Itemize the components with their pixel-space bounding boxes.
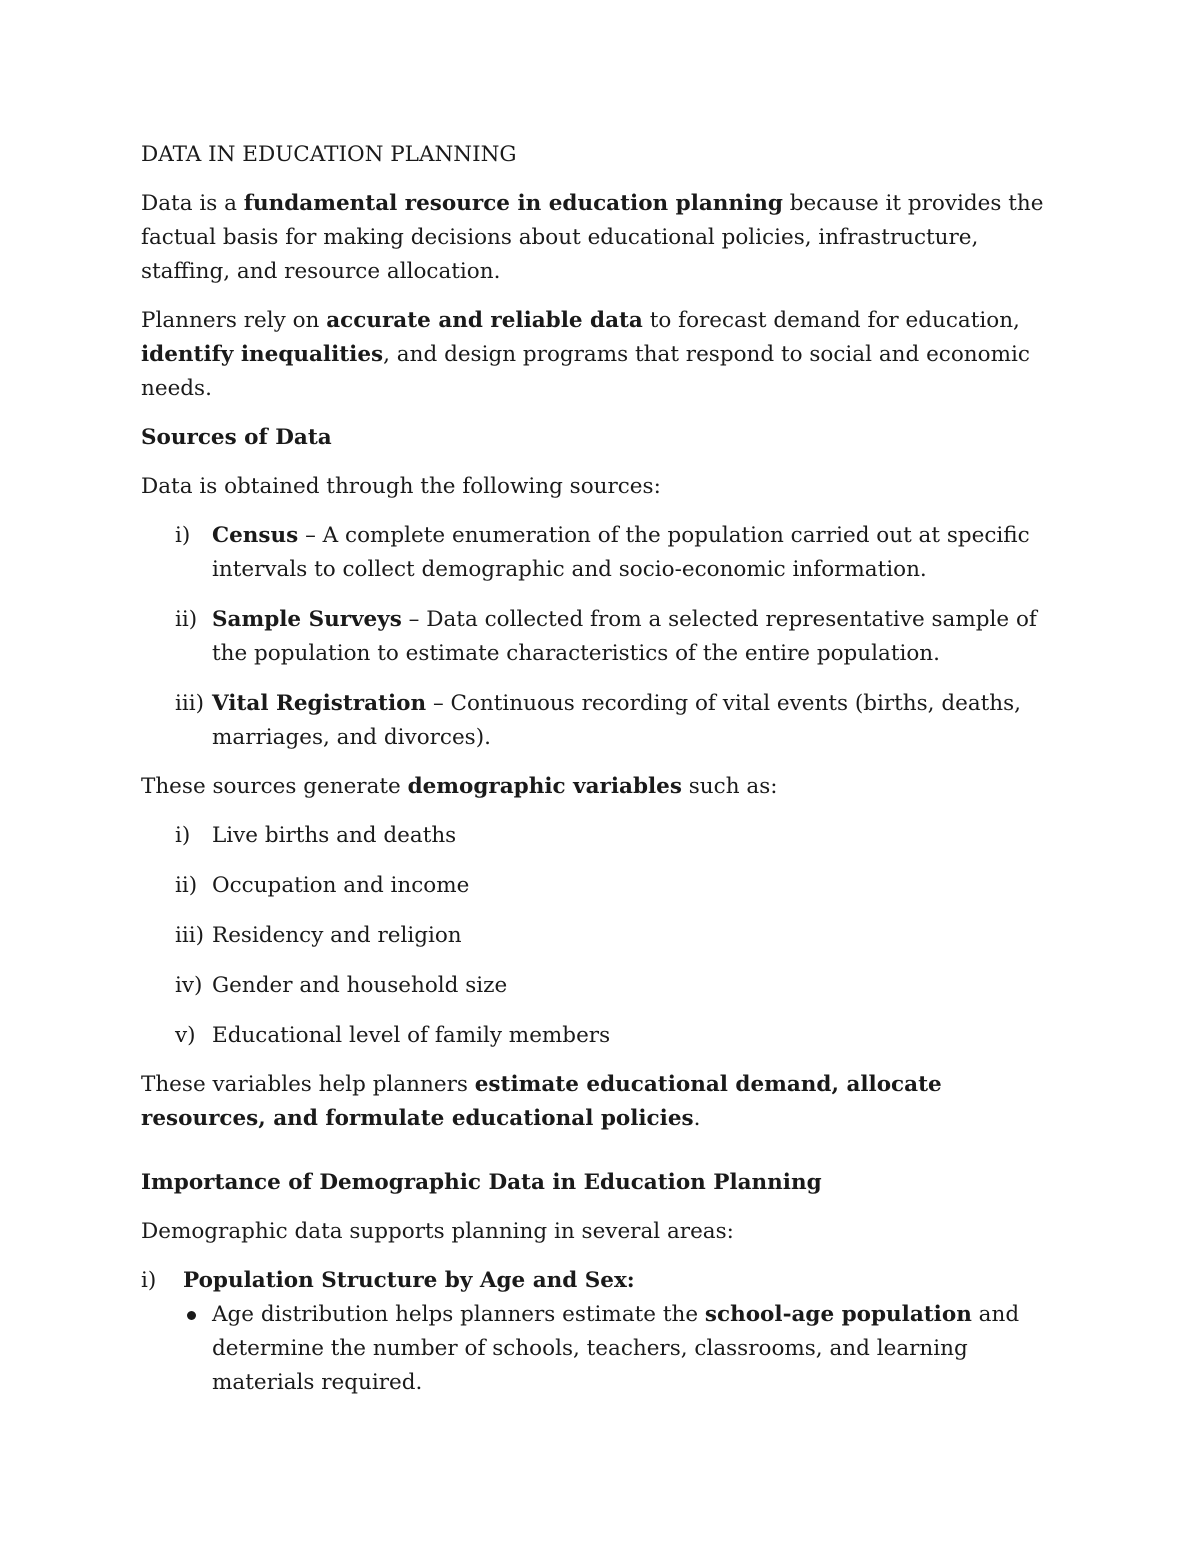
emphasis-text: demographic variables: [407, 774, 682, 799]
list-marker: i): [141, 1268, 157, 1293]
emphasis-text: fundamental resource in education planning: [243, 191, 783, 216]
source-description: – Data collected from a selected representative sample of the population to estimate characteristics of the entire population.: [212, 607, 1037, 666]
source-description: – Continuous recording of vital events (births, deaths, marriages, and divorces).: [212, 691, 1022, 750]
section-heading-importance: Importance of Demographic Data in Education Planning: [141, 1170, 822, 1195]
list-item: v) Educational level of family members: [141, 1019, 1046, 1053]
list-marker: v): [175, 1023, 196, 1048]
area-title: Population Structure by Age and Sex:: [183, 1268, 635, 1293]
list-marker: i): [175, 523, 191, 548]
importance-lead: Demographic data supports planning in several areas:: [141, 1219, 734, 1244]
emphasis-text: school-age population: [704, 1302, 972, 1327]
source-term: Sample Surveys: [212, 607, 402, 632]
list-item: [141, 1264, 1046, 1400]
variables-summary: These variables help planners estimate educational demand, allocate resources, and formulate educational policies.: [141, 1072, 942, 1131]
sources-list: [141, 519, 1046, 755]
list-marker: iii): [175, 923, 205, 948]
list-item: [141, 603, 1046, 671]
source-description: – A complete enumeration of the population carried out at specific intervals to collect demographic and socio-economic information.: [212, 523, 1030, 582]
bullet-item: Age distribution helps planners estimate the school-age population and determine the number of schools, teachers, classrooms, and learning materials required.: [183, 1298, 1046, 1400]
bullet-icon: [187, 1311, 196, 1320]
list-item: [141, 687, 1046, 755]
list-marker: ii): [175, 607, 198, 632]
variables-list: [141, 819, 1046, 1053]
list-marker: iii): [175, 691, 205, 716]
intro-paragraph-2: Planners rely on accurate and reliable data to forecast demand for education, identify inequalities, and design programs that respond to social and economic needs.: [141, 308, 1030, 401]
bullet-list: [183, 1298, 1046, 1400]
list-item: iv) Gender and household size: [141, 969, 1046, 1003]
emphasis-text: identify inequalities: [141, 342, 384, 367]
source-term: Vital Registration: [212, 691, 427, 716]
document-title: DATA IN EDUCATION PLANNING: [141, 142, 517, 167]
list-item: ii) Occupation and income: [141, 869, 1046, 903]
list-marker: i): [175, 823, 191, 848]
list-item: i) Live births and deaths: [141, 819, 1046, 853]
variables-lead: These sources generate demographic variables such as:: [141, 774, 778, 799]
sources-lead: Data is obtained through the following sources:: [141, 474, 661, 499]
document-page: [141, 138, 1046, 1400]
list-marker: ii): [175, 873, 198, 898]
list-item: iii) Residency and religion: [141, 919, 1046, 953]
source-term: Census: [212, 523, 299, 548]
section-heading-sources: Sources of Data: [141, 425, 332, 450]
intro-paragraph-1: Data is a fundamental resource in education planning because it provides the factual basis for making decisions about educational policies, infrastructure, staffing, and resource allocation.: [141, 191, 1044, 284]
list-marker: iv): [175, 973, 203, 998]
emphasis-text: accurate and reliable data: [326, 308, 643, 333]
emphasis-text: estimate educational demand, allocate resources, and formulate educational policies: [141, 1072, 942, 1131]
list-item: [141, 519, 1046, 587]
